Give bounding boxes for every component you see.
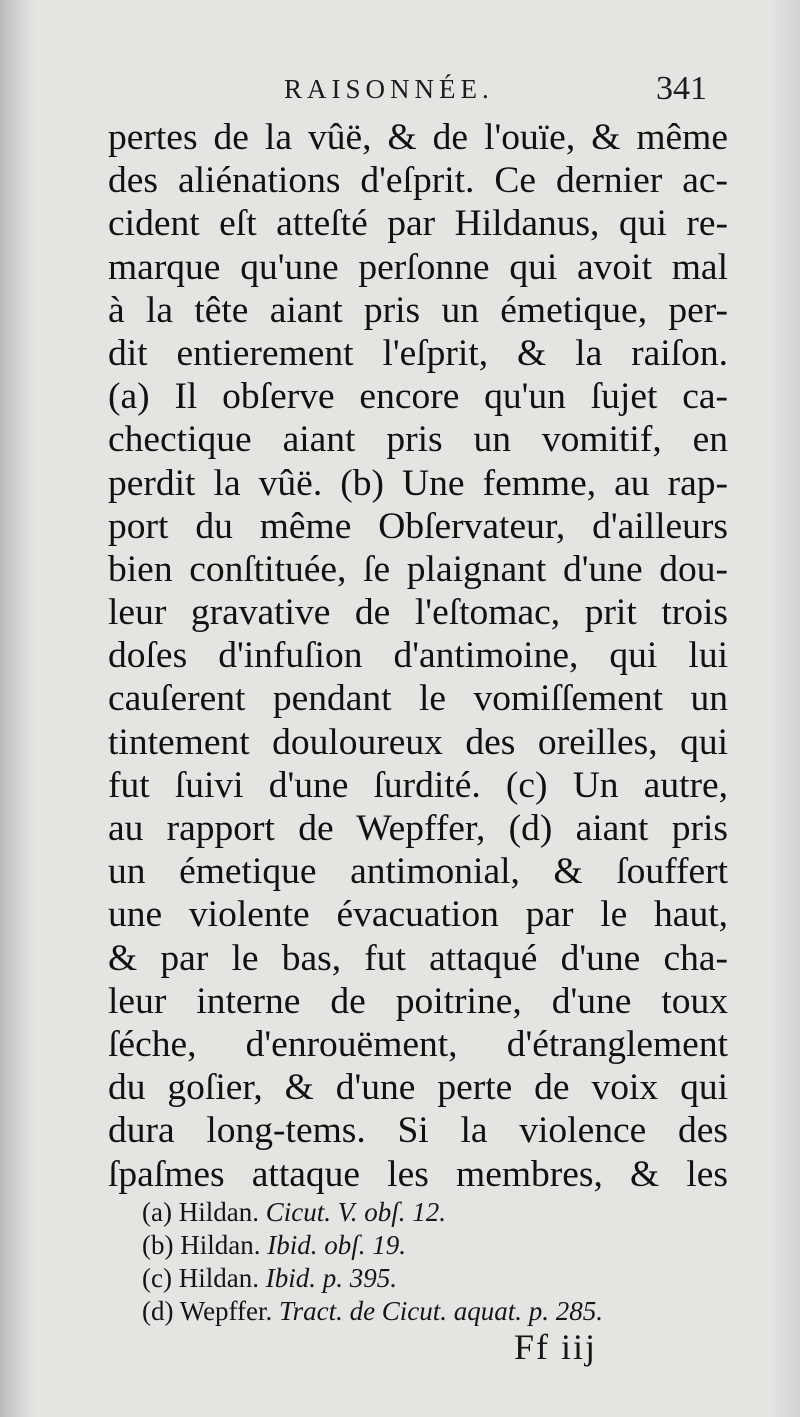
text-line: dit entierement l'eſprit, & la raiſon. [108,332,728,374]
text-line: ſéche, d'enrouëment, d'étranglement [108,1023,728,1065]
text-line: bien conſtituée, ſe plaignant d'une dou- [108,548,728,590]
text-line: une violente évacuation par le haut, [108,894,728,936]
running-head: RAISONNÉE. [284,74,494,104]
page-edge-shadow [770,0,800,1417]
text-line: leur interne de poitrine, d'une toux [108,980,728,1022]
page-gutter-shadow [0,0,36,1417]
footnote-author: Wepffer. [179,1296,273,1326]
text-line: du goſier, & d'une perte de voix qui [108,1067,728,1109]
text-line: doſes d'infuſion d'antimoine, qui lui [108,635,728,677]
footnote-marker: (c) [142,1263,172,1293]
body-text [108,116,728,1196]
footnote-marker: (b) [142,1230,174,1260]
footnote-author: Hildan. [180,1230,261,1260]
footnote-reference: Ibid. p. 395. [265,1263,397,1293]
footnotes [142,1196,603,1328]
footnote-reference: Cicut. V. obſ. 12. [265,1197,446,1227]
text-line: perdit la vûë. (b) Une femme, au rap- [108,462,728,504]
footnote-reference: Ibid. obſ. 19. [267,1230,406,1260]
text-line: pertes de la vûë, & de l'ouïe, & même [108,117,728,158]
footnote-marker: (d) [142,1296,174,1326]
text-line: tintement douloureux des oreilles, qui [108,721,728,763]
text-line: & par le bas, fut attaqué d'une cha- [108,937,728,979]
footnote-d [142,1295,603,1328]
text-line: ſpaſmes attaque les membres, & les [108,1153,728,1195]
text-line: chectique aiant pris un vomitif, en [108,419,728,461]
footnote-c [142,1262,603,1295]
text-line: cident eſt atteſté par Hildanus, qui re- [108,203,728,245]
text-line: des aliénations d'eſprit. Ce dernier ac- [108,160,728,202]
footnote-a [142,1196,603,1229]
footnote-marker: (a) [142,1197,172,1227]
text-line: fut ſuivi d'une ſurdité. (c) Un autre, [108,764,728,806]
footnote-author: Hildan. [178,1263,259,1293]
text-line: leur gravative de l'eſtomac, prit trois [108,592,728,634]
signature-mark: Ff iij [514,1327,598,1367]
text-line: dura long-tems. Si la violence des [108,1110,728,1152]
text-line: (a) Il obſerve encore qu'un ſujet ca- [108,376,728,418]
page-number: 341 [656,70,707,107]
text-line: un émetique antimonial, & ſouffert [108,851,728,893]
footnote-author: Hildan. [178,1197,259,1227]
footnote-reference: Tract. de Cicut. aquat. p. 285. [279,1296,604,1326]
text-line: cauſerent pendant le vomiſſement un [108,678,728,720]
text-line: marque qu'une perſonne qui avoit mal [108,246,728,288]
text-line: au rapport de Wepffer, (d) aiant pris [108,808,728,849]
footnote-b [142,1229,603,1262]
text-line: port du même Obſervateur, d'ailleurs [108,505,728,547]
text-line: à la tête aiant pris un émetique, per- [108,289,728,331]
